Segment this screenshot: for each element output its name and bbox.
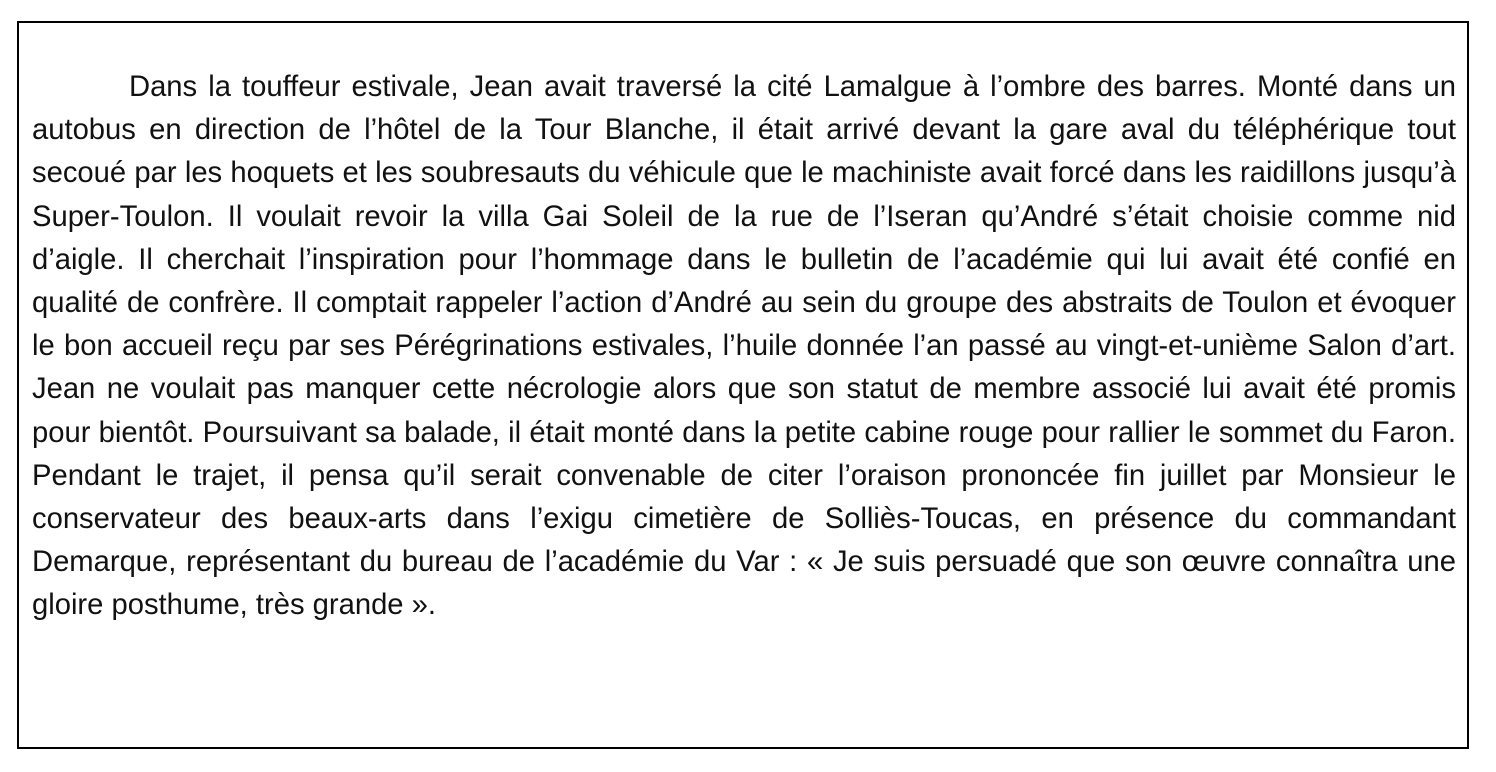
body-paragraph: Dans la touffeur estivale, Jean avait traversé la cité Lamalgue à l’ombre des barres. Monté dans un autobus en direction de l’hôtel de la Tour Blanche, il était arrivé devant la gare aval du téléphérique tout secoué par les hoquets et les soubresauts du véhicule que le machiniste avait forcé dans les raidillons jusqu’à Super-Toulon. Il voulait revoir la villa Gai Soleil de la rue de l’Iseran qu’André s’était choisie comme nid d’aigle. Il cherchait l’inspiration pour l’hommage dans le bulletin de l’académie qui lui avait été confié en qualité de confrère. Il comptait rappeler l’action d’André au sein du groupe des abstraits de Toulon et évoquer le bon accueil reçu par ses Pérégrinations estivales, l’huile donnée l’an passé au vingt-et-unième Salon d’art. Jean ne voulait pas manquer cette nécrologie alors que son statut de membre associé lui avait été promis pour bientôt. Poursuivant sa balade, il était monté dans la petite cabine rouge pour rallier le sommet du Faron. Pendant le trajet, il pensa qu’il serait convenable de citer l’oraison prononcée fin juillet par Monsieur le conservateur des beaux-arts dans l’exigu cimetière de Solliès-Toucas, en présence du commandant Demarque, représentant du bureau de l’académie du Var : « Je suis persuadé que son œuvre connaîtra une gloire posthume, très grande ».: [32, 71, 1456, 622]
